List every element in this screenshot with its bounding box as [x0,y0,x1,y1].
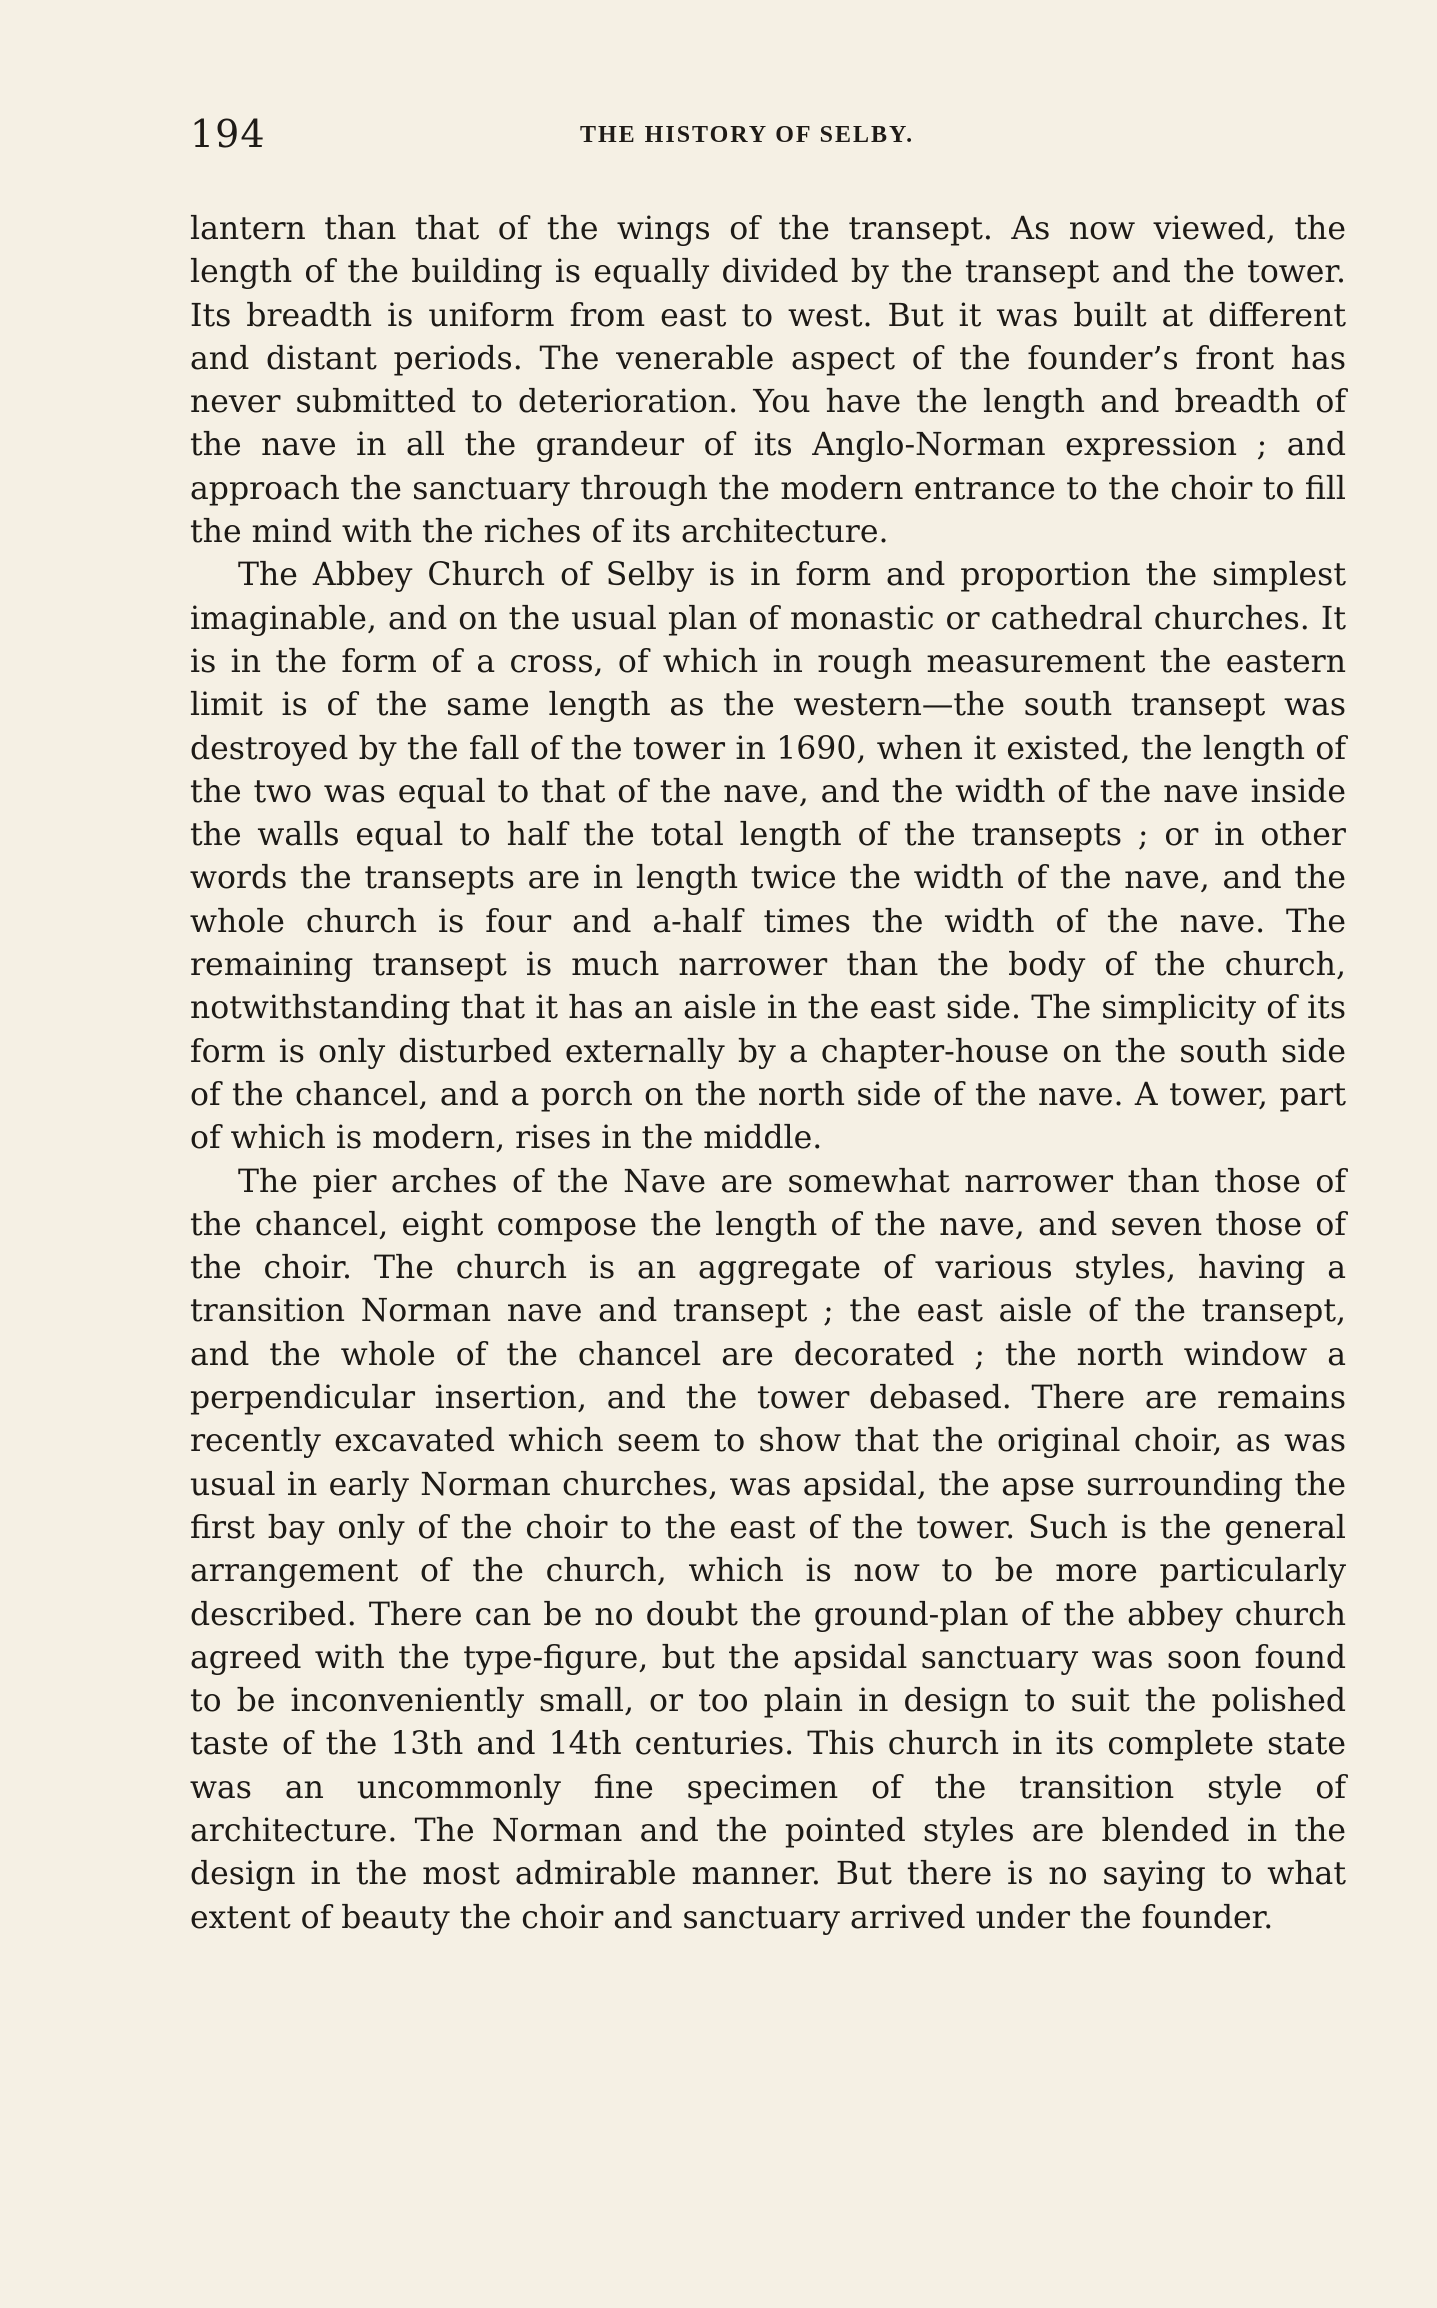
paragraph-3: The pier arches of the Nave are somewhat narrower than those of the chancel, eight compose the length of the nave, and seven those of the choir. The church is an aggregate of various styles, having a transition Norman nave and transept ; the east aisle of the transept, and the whole of the chancel are decorated ; the north window a perpendicular insertion, and the tower debased. There are remains recently excavated which seem to show that the original choir, as was usual in early Norman churches, was apsidal, the apse surrounding the first bay only of the choir to the east of the tower. Such is the general arrangement of the church, which is now to be more particularly described. There can be no doubt the ground-plan of the abbey church agreed with the type-figure, but the apsidal sanctuary was soon found to be inconveniently small, or too plain in design to suit the polished taste of the 13th and 14th centuries. This church in its complete state was an uncommonly fine specimen of the transition style of architecture. The Norman and the pointed styles are blended in the design in the most admirable manner. But there is no saying to what extent of beauty the choir and sanctuary arrived under the founder. [190,1163,1346,1936]
paragraph-1: lantern than that of the wings of the transept. As now viewed, the length of the building is equally divided by the transept and the tower. Its breadth is uniform from east to west. But it was built at different and distant periods. The venerable aspect of the founder’s front has never submitted to deterioration. You have the length and breadth of the nave in all the grandeur of its Anglo-Norman expression ; and approach the sanctuary through the modern entrance to the choir to fill the mind with the riches of its architecture. [190,211,1346,551]
page-header [190,112,1338,172]
body-text [190,208,1346,1940]
page-number: 194 [190,112,266,156]
paragraph-2: The Abbey Church of Selby is in form and proportion the simplest imaginable, and on the usual plan of monastic or cathedral churches. It is in the form of a cross, of which in rough measurement the eastern limit is of the same length as the western—the south transept was destroyed by the fall of the tower in 1690, when it existed, the length of the two was equal to that of the nave, and the width of the nave inside the walls equal to half the total length of the transepts ; or in other words the transepts are in length twice the width of the nave, and the whole church is four and a-half times the width of the nave. The remaining transept is much narrower than the body of the church, notwithstanding that it has an aisle in the east side. The simplicity of its form is only disturbed externally by a chapter-house on the south side of the chancel, and a porch on the north side of the nave. A tower, part of which is modern, rises in the middle. [190,557,1346,1157]
running-title: THE HISTORY OF SELBY. [580,122,915,148]
